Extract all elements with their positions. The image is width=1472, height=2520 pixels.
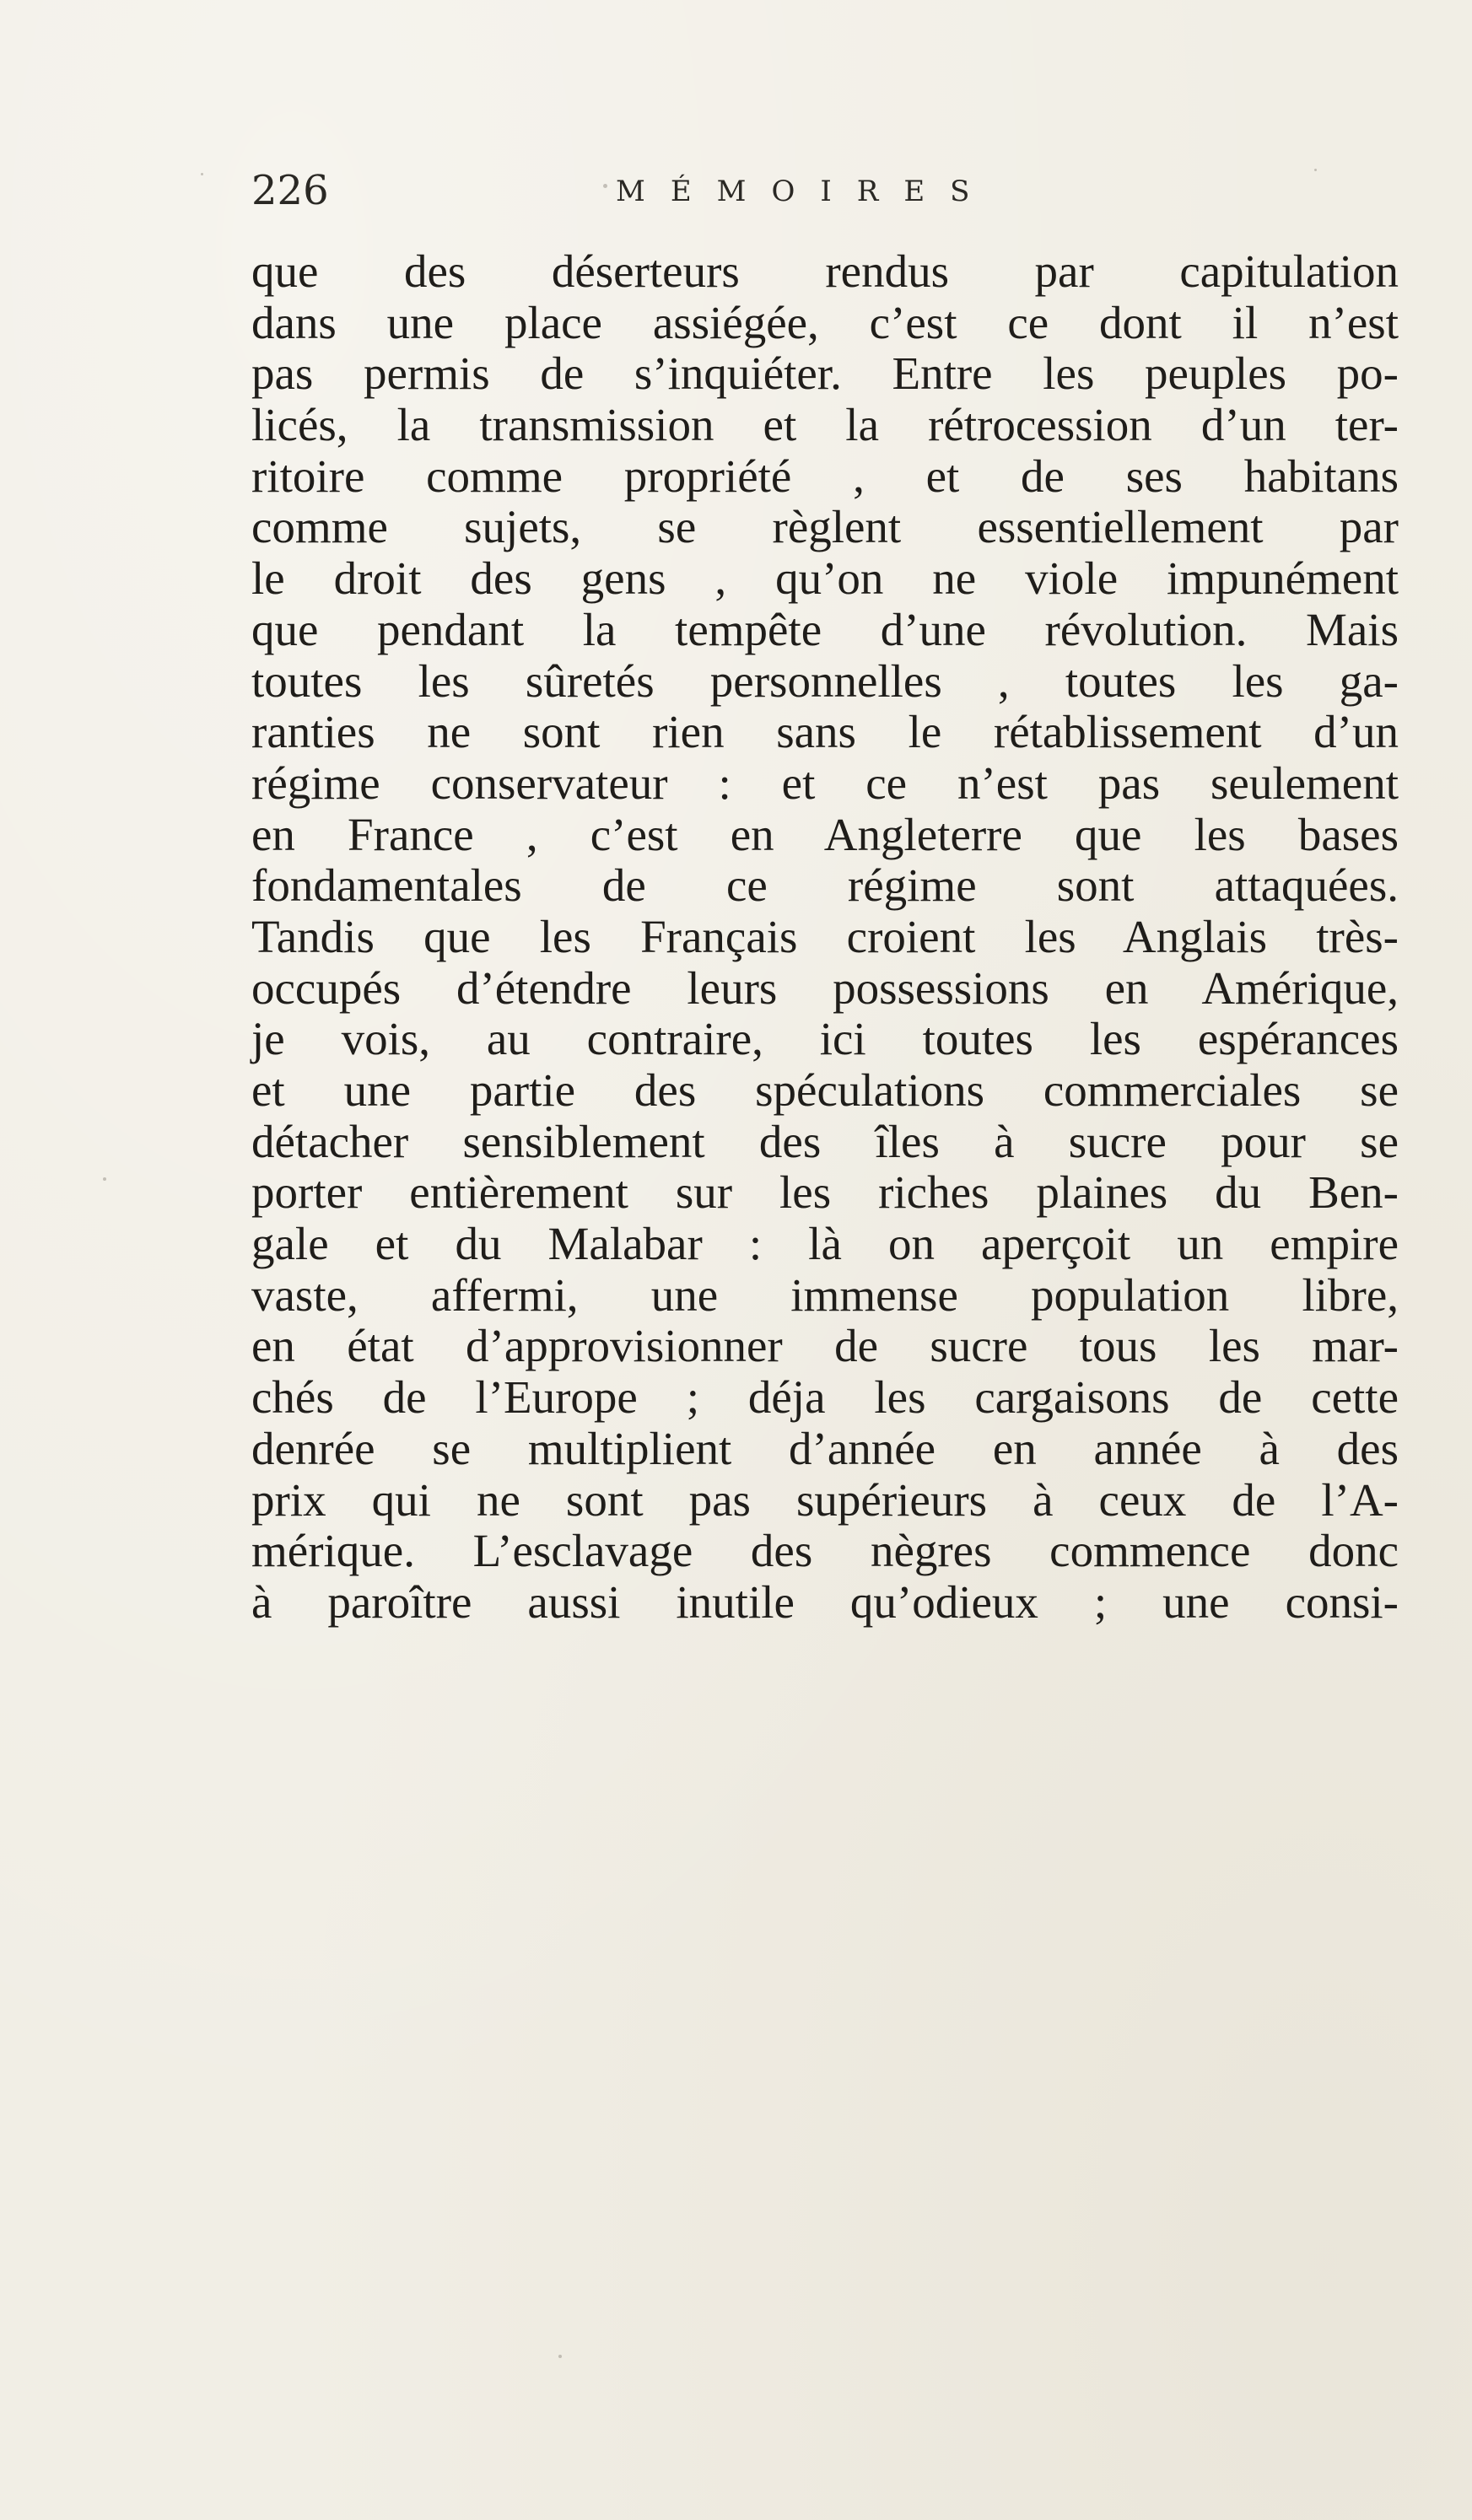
- text-line: prix qui ne sont pas supérieurs à ceux de l’A-: [251, 1473, 1399, 1526]
- text-line: que pendant la tempête d’une révolution. Mais: [251, 603, 1399, 655]
- running-title: MÉMOIRES: [616, 175, 995, 208]
- page-header: [251, 165, 1399, 216]
- text-line: gale et du Malabar : là on aperçoit un empire: [251, 1218, 1399, 1270]
- paper-speck: [558, 2355, 562, 2358]
- text-line: que des déserteurs rendus par capitulation: [251, 245, 1399, 297]
- text-line: régime conservateur : et ce n’est pas seulement: [251, 757, 1399, 809]
- text-line: ritoire comme propriété , et de ses habitans: [251, 450, 1399, 502]
- text-line: en France , c’est en Angleterre que les bases: [251, 808, 1399, 860]
- text-line: occupés d’étendre leurs possessions en Amérique,: [251, 961, 1399, 1014]
- text-line: vaste, affermi, une immense population libre,: [251, 1268, 1399, 1321]
- text-line: Tandis que les Français croient les Anglais très-: [251, 910, 1399, 962]
- text-line: en état d’approvisionner de sucre tous les mar-: [251, 1320, 1399, 1372]
- text-line: je vois, au contraire, ici toutes les espérances: [251, 1013, 1399, 1065]
- body-text: [251, 246, 1399, 1629]
- paper-speck: [201, 173, 203, 175]
- text-line: pas permis de s’inquiéter. Entre les peuples po-: [251, 347, 1399, 400]
- text-line: porter entièrement sur les riches plaines du Ben-: [251, 1166, 1399, 1219]
- page-number: 226: [251, 167, 329, 214]
- text-line: fondamentales de ce régime sont attaquées.: [251, 859, 1399, 912]
- text-line: mérique. L’esclavage des nègres commence donc: [251, 1525, 1399, 1577]
- text-line: à paroître aussi inutile qu’odieux ; une consi-: [251, 1575, 1399, 1628]
- text-line: toutes les sûretés personnelles , toutes les ga-: [251, 654, 1399, 707]
- text-line: comme sujets, se règlent essentiellement par: [251, 501, 1399, 553]
- text-line: le droit des gens , qu’on ne viole impunément: [251, 552, 1399, 605]
- text-line: licés, la transmission et la rétrocession d’un ter-: [251, 399, 1399, 451]
- text-line: dans une place assiégée, c’est ce dont il n’est: [251, 296, 1399, 348]
- text-line: denrée se multiplient d’année en année à des: [251, 1422, 1399, 1474]
- text-line: ranties ne sont rien sans le rétablissement d’un: [251, 706, 1399, 758]
- text-line: et une partie des spéculations commerciales se: [251, 1064, 1399, 1116]
- text-line: chés de l’Europe ; déja les cargaisons de cette: [251, 1371, 1399, 1424]
- paper-speck: [103, 1177, 106, 1181]
- text-line: détacher sensiblement des îles à sucre pour se: [251, 1115, 1399, 1167]
